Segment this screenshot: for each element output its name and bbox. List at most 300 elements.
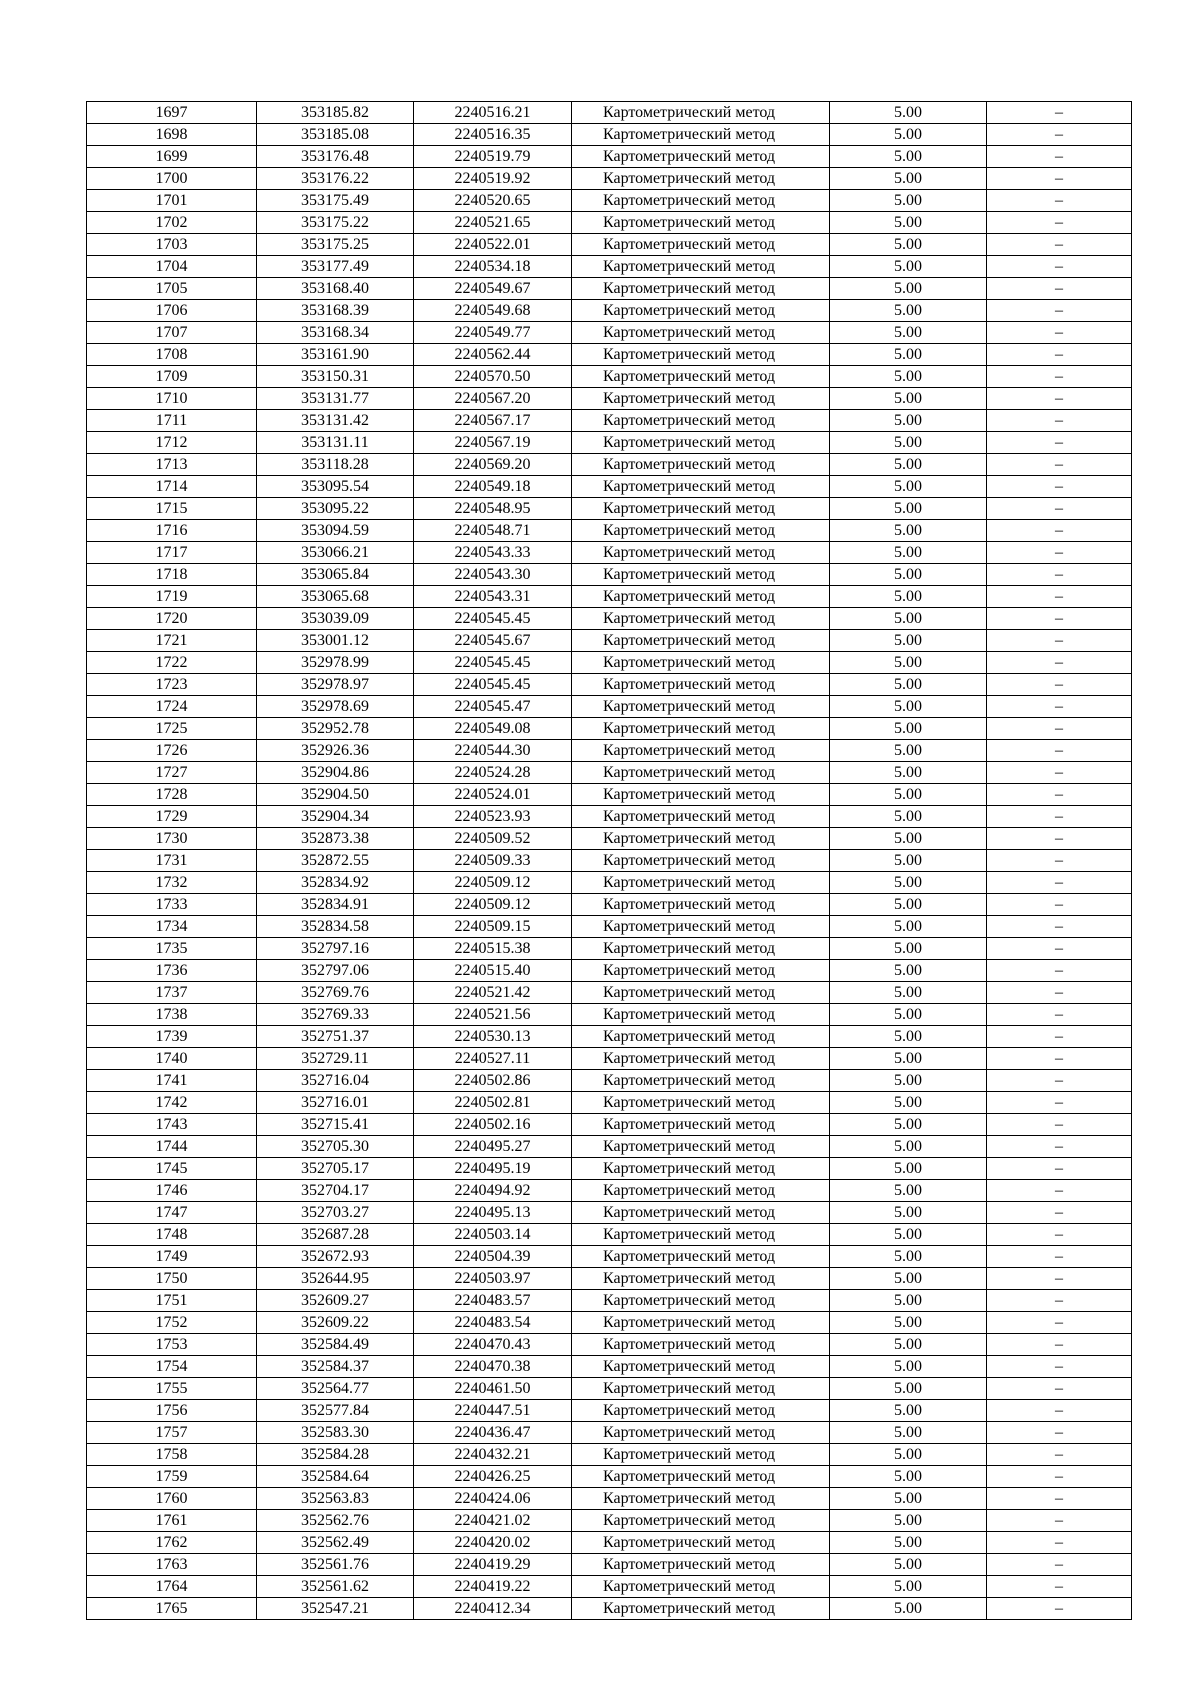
x-coordinate-cell: 352797.16 (257, 938, 414, 960)
note-cell: – (987, 256, 1132, 278)
x-coordinate-cell: 352834.92 (257, 872, 414, 894)
point-number-cell: 1757 (87, 1422, 257, 1444)
y-coordinate-cell: 2240426.25 (414, 1466, 572, 1488)
y-coordinate-cell: 2240470.43 (414, 1334, 572, 1356)
point-number-cell: 1746 (87, 1180, 257, 1202)
y-coordinate-cell: 2240543.33 (414, 542, 572, 564)
accuracy-cell: 5.00 (830, 1136, 987, 1158)
y-coordinate-cell: 2240562.44 (414, 344, 572, 366)
point-number-cell: 1731 (87, 850, 257, 872)
point-number-cell: 1713 (87, 454, 257, 476)
point-number-cell: 1762 (87, 1532, 257, 1554)
x-coordinate-cell: 352904.86 (257, 762, 414, 784)
method-cell: Картометрический метод (572, 432, 830, 454)
note-cell: – (987, 542, 1132, 564)
table-row (87, 1444, 1132, 1466)
y-coordinate-cell: 2240570.50 (414, 366, 572, 388)
point-number-cell: 1725 (87, 718, 257, 740)
table-row (87, 344, 1132, 366)
x-coordinate-cell: 353131.42 (257, 410, 414, 432)
accuracy-cell: 5.00 (830, 1070, 987, 1092)
y-coordinate-cell: 2240419.22 (414, 1576, 572, 1598)
y-coordinate-cell: 2240549.67 (414, 278, 572, 300)
x-coordinate-cell: 352769.33 (257, 1004, 414, 1026)
method-cell: Картометрический метод (572, 1356, 830, 1378)
method-cell: Картометрический метод (572, 564, 830, 586)
method-cell: Картометрический метод (572, 1224, 830, 1246)
note-cell: – (987, 1334, 1132, 1356)
y-coordinate-cell: 2240549.08 (414, 718, 572, 740)
note-cell: – (987, 938, 1132, 960)
point-number-cell: 1723 (87, 674, 257, 696)
y-coordinate-cell: 2240509.15 (414, 916, 572, 938)
table-row (87, 608, 1132, 630)
x-coordinate-cell: 352978.97 (257, 674, 414, 696)
x-coordinate-cell: 352904.50 (257, 784, 414, 806)
x-coordinate-cell: 352583.30 (257, 1422, 414, 1444)
note-cell: – (987, 586, 1132, 608)
x-coordinate-cell: 352562.49 (257, 1532, 414, 1554)
x-coordinate-cell: 352563.83 (257, 1488, 414, 1510)
table-row (87, 1554, 1132, 1576)
note-cell: – (987, 1290, 1132, 1312)
x-coordinate-cell: 352609.22 (257, 1312, 414, 1334)
table-row (87, 674, 1132, 696)
y-coordinate-cell: 2240461.50 (414, 1378, 572, 1400)
y-coordinate-cell: 2240569.20 (414, 454, 572, 476)
accuracy-cell: 5.00 (830, 564, 987, 586)
x-coordinate-cell: 353176.22 (257, 168, 414, 190)
point-number-cell: 1755 (87, 1378, 257, 1400)
table-row (87, 476, 1132, 498)
table-row (87, 146, 1132, 168)
point-number-cell: 1706 (87, 300, 257, 322)
table-row (87, 1378, 1132, 1400)
accuracy-cell: 5.00 (830, 1026, 987, 1048)
x-coordinate-cell: 352703.27 (257, 1202, 414, 1224)
accuracy-cell: 5.00 (830, 1312, 987, 1334)
table-row (87, 388, 1132, 410)
note-cell: – (987, 212, 1132, 234)
accuracy-cell: 5.00 (830, 388, 987, 410)
note-cell: – (987, 916, 1132, 938)
x-coordinate-cell: 352978.69 (257, 696, 414, 718)
x-coordinate-cell: 353176.48 (257, 146, 414, 168)
method-cell: Картометрический метод (572, 1246, 830, 1268)
point-number-cell: 1747 (87, 1202, 257, 1224)
y-coordinate-cell: 2240548.71 (414, 520, 572, 542)
method-cell: Картометрический метод (572, 1180, 830, 1202)
point-number-cell: 1749 (87, 1246, 257, 1268)
point-number-cell: 1764 (87, 1576, 257, 1598)
accuracy-cell: 5.00 (830, 608, 987, 630)
x-coordinate-cell: 352584.28 (257, 1444, 414, 1466)
note-cell: – (987, 234, 1132, 256)
table-row (87, 1532, 1132, 1554)
table-body (87, 102, 1132, 1620)
accuracy-cell: 5.00 (830, 498, 987, 520)
note-cell: – (987, 476, 1132, 498)
x-coordinate-cell: 352872.55 (257, 850, 414, 872)
table-row (87, 1290, 1132, 1312)
point-number-cell: 1700 (87, 168, 257, 190)
table-row (87, 1510, 1132, 1532)
point-number-cell: 1709 (87, 366, 257, 388)
x-coordinate-cell: 352564.77 (257, 1378, 414, 1400)
accuracy-cell: 5.00 (830, 1598, 987, 1620)
table-row (87, 740, 1132, 762)
method-cell: Картометрический метод (572, 410, 830, 432)
point-number-cell: 1745 (87, 1158, 257, 1180)
note-cell: – (987, 1378, 1132, 1400)
y-coordinate-cell: 2240534.18 (414, 256, 572, 278)
accuracy-cell: 5.00 (830, 300, 987, 322)
table-row (87, 586, 1132, 608)
method-cell: Картометрический метод (572, 630, 830, 652)
note-cell: – (987, 1048, 1132, 1070)
y-coordinate-cell: 2240549.18 (414, 476, 572, 498)
table-row (87, 190, 1132, 212)
method-cell: Картометрический метод (572, 1444, 830, 1466)
table-row (87, 1048, 1132, 1070)
accuracy-cell: 5.00 (830, 828, 987, 850)
point-number-cell: 1728 (87, 784, 257, 806)
note-cell: – (987, 850, 1132, 872)
table-row (87, 1268, 1132, 1290)
note-cell: – (987, 410, 1132, 432)
note-cell: – (987, 1158, 1132, 1180)
accuracy-cell: 5.00 (830, 1554, 987, 1576)
method-cell: Картометрический метод (572, 1070, 830, 1092)
x-coordinate-cell: 352672.93 (257, 1246, 414, 1268)
x-coordinate-cell: 352716.01 (257, 1092, 414, 1114)
note-cell: – (987, 366, 1132, 388)
accuracy-cell: 5.00 (830, 872, 987, 894)
y-coordinate-cell: 2240521.42 (414, 982, 572, 1004)
method-cell: Картометрический метод (572, 388, 830, 410)
accuracy-cell: 5.00 (830, 1180, 987, 1202)
note-cell: – (987, 1092, 1132, 1114)
y-coordinate-cell: 2240521.65 (414, 212, 572, 234)
x-coordinate-cell: 352715.41 (257, 1114, 414, 1136)
table-row (87, 982, 1132, 1004)
note-cell: – (987, 432, 1132, 454)
point-number-cell: 1716 (87, 520, 257, 542)
table-row (87, 1158, 1132, 1180)
method-cell: Картометрический метод (572, 1466, 830, 1488)
method-cell: Картометрический метод (572, 102, 830, 124)
x-coordinate-cell: 352561.76 (257, 1554, 414, 1576)
method-cell: Картометрический метод (572, 762, 830, 784)
x-coordinate-cell: 352704.17 (257, 1180, 414, 1202)
method-cell: Картометрический метод (572, 498, 830, 520)
y-coordinate-cell: 2240509.52 (414, 828, 572, 850)
note-cell: – (987, 1312, 1132, 1334)
y-coordinate-cell: 2240567.17 (414, 410, 572, 432)
point-number-cell: 1741 (87, 1070, 257, 1092)
y-coordinate-cell: 2240483.57 (414, 1290, 572, 1312)
note-cell: – (987, 344, 1132, 366)
point-number-cell: 1761 (87, 1510, 257, 1532)
y-coordinate-cell: 2240522.01 (414, 234, 572, 256)
table-row (87, 1334, 1132, 1356)
y-coordinate-cell: 2240436.47 (414, 1422, 572, 1444)
method-cell: Картометрический метод (572, 1422, 830, 1444)
point-number-cell: 1721 (87, 630, 257, 652)
y-coordinate-cell: 2240420.02 (414, 1532, 572, 1554)
table-row (87, 894, 1132, 916)
method-cell: Картометрический метод (572, 1092, 830, 1114)
x-coordinate-cell: 352705.17 (257, 1158, 414, 1180)
method-cell: Картометрический метод (572, 278, 830, 300)
note-cell: – (987, 168, 1132, 190)
table-row (87, 806, 1132, 828)
point-number-cell: 1719 (87, 586, 257, 608)
table-row (87, 234, 1132, 256)
note-cell: – (987, 1444, 1132, 1466)
method-cell: Картометрический метод (572, 344, 830, 366)
x-coordinate-cell: 353185.08 (257, 124, 414, 146)
note-cell: – (987, 146, 1132, 168)
accuracy-cell: 5.00 (830, 1114, 987, 1136)
y-coordinate-cell: 2240548.95 (414, 498, 572, 520)
note-cell: – (987, 1400, 1132, 1422)
method-cell: Картометрический метод (572, 872, 830, 894)
note-cell: – (987, 1598, 1132, 1620)
accuracy-cell: 5.00 (830, 1422, 987, 1444)
point-number-cell: 1744 (87, 1136, 257, 1158)
point-number-cell: 1737 (87, 982, 257, 1004)
note-cell: – (987, 1268, 1132, 1290)
note-cell: – (987, 102, 1132, 124)
point-number-cell: 1763 (87, 1554, 257, 1576)
accuracy-cell: 5.00 (830, 432, 987, 454)
accuracy-cell: 5.00 (830, 542, 987, 564)
x-coordinate-cell: 352561.62 (257, 1576, 414, 1598)
note-cell: – (987, 1202, 1132, 1224)
method-cell: Картометрический метод (572, 124, 830, 146)
x-coordinate-cell: 352729.11 (257, 1048, 414, 1070)
point-number-cell: 1733 (87, 894, 257, 916)
note-cell: – (987, 674, 1132, 696)
accuracy-cell: 5.00 (830, 1246, 987, 1268)
x-coordinate-cell: 352687.28 (257, 1224, 414, 1246)
point-number-cell: 1765 (87, 1598, 257, 1620)
table-row (87, 432, 1132, 454)
x-coordinate-cell: 352751.37 (257, 1026, 414, 1048)
point-number-cell: 1748 (87, 1224, 257, 1246)
note-cell: – (987, 1114, 1132, 1136)
method-cell: Картометрический метод (572, 1554, 830, 1576)
method-cell: Картометрический метод (572, 740, 830, 762)
point-number-cell: 1740 (87, 1048, 257, 1070)
note-cell: – (987, 1532, 1132, 1554)
note-cell: – (987, 608, 1132, 630)
note-cell: – (987, 1554, 1132, 1576)
y-coordinate-cell: 2240524.01 (414, 784, 572, 806)
y-coordinate-cell: 2240549.77 (414, 322, 572, 344)
point-number-cell: 1739 (87, 1026, 257, 1048)
note-cell: – (987, 454, 1132, 476)
y-coordinate-cell: 2240502.16 (414, 1114, 572, 1136)
table-row (87, 872, 1132, 894)
accuracy-cell: 5.00 (830, 1268, 987, 1290)
table-row (87, 1312, 1132, 1334)
x-coordinate-cell: 353001.12 (257, 630, 414, 652)
x-coordinate-cell: 352716.04 (257, 1070, 414, 1092)
x-coordinate-cell: 353118.28 (257, 454, 414, 476)
y-coordinate-cell: 2240516.35 (414, 124, 572, 146)
accuracy-cell: 5.00 (830, 938, 987, 960)
accuracy-cell: 5.00 (830, 696, 987, 718)
method-cell: Картометрический метод (572, 916, 830, 938)
point-number-cell: 1705 (87, 278, 257, 300)
y-coordinate-cell: 2240421.02 (414, 1510, 572, 1532)
table-row (87, 1092, 1132, 1114)
x-coordinate-cell: 352904.34 (257, 806, 414, 828)
coordinates-table (86, 101, 1132, 1620)
point-number-cell: 1724 (87, 696, 257, 718)
table-row (87, 168, 1132, 190)
accuracy-cell: 5.00 (830, 1202, 987, 1224)
table-row (87, 410, 1132, 432)
accuracy-cell: 5.00 (830, 476, 987, 498)
y-coordinate-cell: 2240419.29 (414, 1554, 572, 1576)
y-coordinate-cell: 2240470.38 (414, 1356, 572, 1378)
note-cell: – (987, 1488, 1132, 1510)
method-cell: Картометрический метод (572, 1114, 830, 1136)
point-number-cell: 1730 (87, 828, 257, 850)
accuracy-cell: 5.00 (830, 1576, 987, 1598)
method-cell: Картометрический метод (572, 938, 830, 960)
accuracy-cell: 5.00 (830, 278, 987, 300)
note-cell: – (987, 960, 1132, 982)
point-number-cell: 1734 (87, 916, 257, 938)
method-cell: Картометрический метод (572, 1158, 830, 1180)
method-cell: Картометрический метод (572, 1136, 830, 1158)
y-coordinate-cell: 2240545.45 (414, 674, 572, 696)
y-coordinate-cell: 2240567.19 (414, 432, 572, 454)
method-cell: Картометрический метод (572, 520, 830, 542)
y-coordinate-cell: 2240447.51 (414, 1400, 572, 1422)
note-cell: – (987, 784, 1132, 806)
point-number-cell: 1720 (87, 608, 257, 630)
y-coordinate-cell: 2240509.12 (414, 894, 572, 916)
note-cell: – (987, 190, 1132, 212)
y-coordinate-cell: 2240549.68 (414, 300, 572, 322)
method-cell: Картометрический метод (572, 234, 830, 256)
point-number-cell: 1736 (87, 960, 257, 982)
accuracy-cell: 5.00 (830, 982, 987, 1004)
method-cell: Картометрический метод (572, 1334, 830, 1356)
x-coordinate-cell: 353095.22 (257, 498, 414, 520)
y-coordinate-cell: 2240523.93 (414, 806, 572, 828)
table-row (87, 1114, 1132, 1136)
accuracy-cell: 5.00 (830, 1158, 987, 1180)
x-coordinate-cell: 352978.99 (257, 652, 414, 674)
table-row (87, 1356, 1132, 1378)
y-coordinate-cell: 2240527.11 (414, 1048, 572, 1070)
x-coordinate-cell: 353065.84 (257, 564, 414, 586)
accuracy-cell: 5.00 (830, 1466, 987, 1488)
note-cell: – (987, 762, 1132, 784)
accuracy-cell: 5.00 (830, 146, 987, 168)
x-coordinate-cell: 352873.38 (257, 828, 414, 850)
point-number-cell: 1752 (87, 1312, 257, 1334)
point-number-cell: 1698 (87, 124, 257, 146)
note-cell: – (987, 1026, 1132, 1048)
x-coordinate-cell: 352797.06 (257, 960, 414, 982)
x-coordinate-cell: 353175.22 (257, 212, 414, 234)
y-coordinate-cell: 2240424.06 (414, 1488, 572, 1510)
method-cell: Картометрический метод (572, 1202, 830, 1224)
note-cell: – (987, 806, 1132, 828)
table-row (87, 938, 1132, 960)
x-coordinate-cell: 352562.76 (257, 1510, 414, 1532)
accuracy-cell: 5.00 (830, 344, 987, 366)
point-number-cell: 1750 (87, 1268, 257, 1290)
table-row (87, 1246, 1132, 1268)
note-cell: – (987, 124, 1132, 146)
y-coordinate-cell: 2240495.19 (414, 1158, 572, 1180)
point-number-cell: 1712 (87, 432, 257, 454)
table-row (87, 1026, 1132, 1048)
table-row (87, 102, 1132, 124)
point-number-cell: 1727 (87, 762, 257, 784)
accuracy-cell: 5.00 (830, 212, 987, 234)
note-cell: – (987, 520, 1132, 542)
table-row (87, 1136, 1132, 1158)
table-row (87, 1422, 1132, 1444)
point-number-cell: 1701 (87, 190, 257, 212)
x-coordinate-cell: 352577.84 (257, 1400, 414, 1422)
table-row (87, 124, 1132, 146)
method-cell: Картометрический метод (572, 1576, 830, 1598)
table-row (87, 696, 1132, 718)
method-cell: Картометрический метод (572, 168, 830, 190)
note-cell: – (987, 872, 1132, 894)
y-coordinate-cell: 2240543.30 (414, 564, 572, 586)
note-cell: – (987, 564, 1132, 586)
point-number-cell: 1707 (87, 322, 257, 344)
table-row (87, 454, 1132, 476)
point-number-cell: 1722 (87, 652, 257, 674)
x-coordinate-cell: 353177.49 (257, 256, 414, 278)
method-cell: Картометрический метод (572, 850, 830, 872)
table-row (87, 1576, 1132, 1598)
table-row (87, 1466, 1132, 1488)
note-cell: – (987, 322, 1132, 344)
x-coordinate-cell: 352705.30 (257, 1136, 414, 1158)
x-coordinate-cell: 353175.25 (257, 234, 414, 256)
accuracy-cell: 5.00 (830, 520, 987, 542)
point-number-cell: 1702 (87, 212, 257, 234)
method-cell: Картометрический метод (572, 1004, 830, 1026)
accuracy-cell: 5.00 (830, 102, 987, 124)
point-number-cell: 1714 (87, 476, 257, 498)
accuracy-cell: 5.00 (830, 1092, 987, 1114)
method-cell: Картометрический метод (572, 608, 830, 630)
method-cell: Картометрический метод (572, 828, 830, 850)
y-coordinate-cell: 2240530.13 (414, 1026, 572, 1048)
method-cell: Картометрический метод (572, 1268, 830, 1290)
y-coordinate-cell: 2240504.39 (414, 1246, 572, 1268)
note-cell: – (987, 740, 1132, 762)
point-number-cell: 1708 (87, 344, 257, 366)
point-number-cell: 1717 (87, 542, 257, 564)
note-cell: – (987, 1422, 1132, 1444)
x-coordinate-cell: 353168.39 (257, 300, 414, 322)
